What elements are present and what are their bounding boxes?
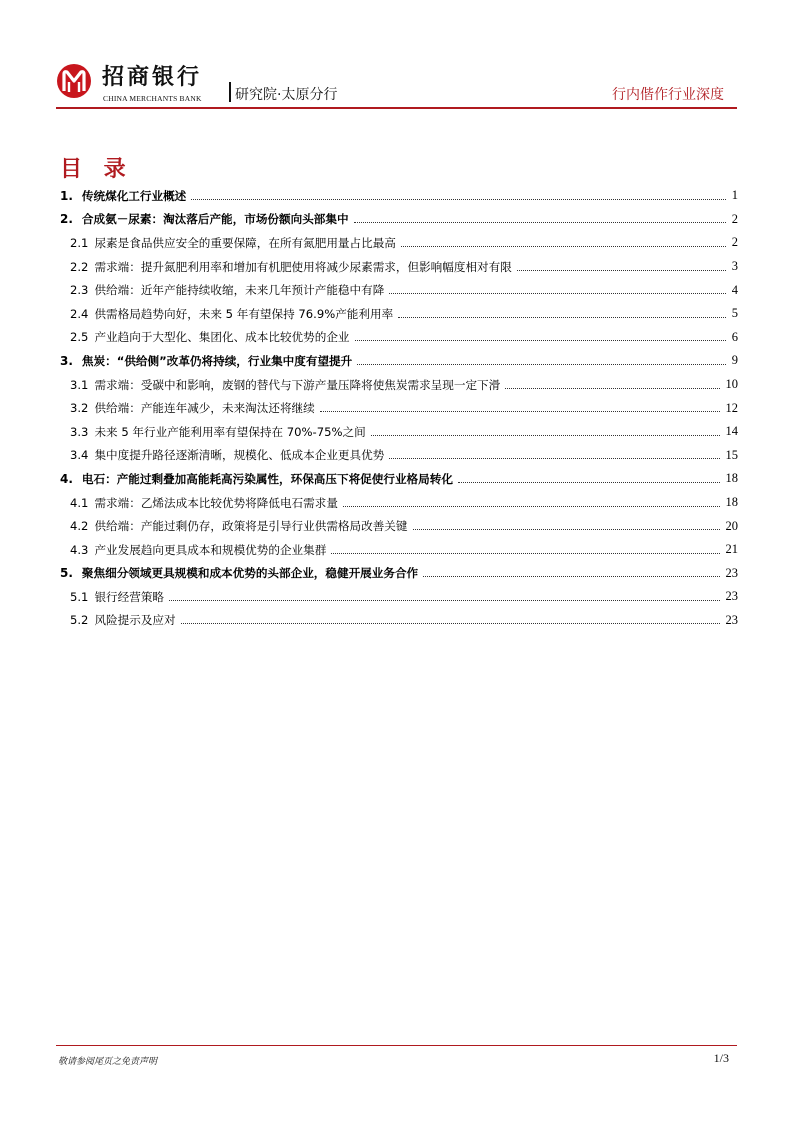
toc-entry-number: 2.1: [70, 235, 89, 250]
toc-entry-chapter[interactable]: [60, 184, 738, 208]
toc-entry-title: 需求端：提升氮肥利用率和增加有机肥使用将减少尿素需求，但影响幅度相对有限: [94, 259, 512, 274]
footer-disclaimer: 敬请参阅尾页之免责声明: [58, 1057, 158, 1067]
toc-entry-section[interactable]: [60, 609, 738, 633]
toc-entry-page: 12: [725, 400, 738, 415]
report-type: 行内偕作行业深度: [612, 87, 724, 103]
toc-entry-page: 4: [731, 282, 738, 297]
toc-entry-title: 银行经营策略: [94, 589, 165, 604]
brand-name-en: CHINA MERCHANTS BANK: [103, 94, 202, 103]
toc-entry-title: 尿素是食品供应安全的重要保障，在所有氮肥用量占比最高: [94, 235, 396, 250]
toc-entry-title: 焦炭：“供给侧”改革仍将持续，行业集中度有望提升: [81, 353, 353, 368]
toc-entry-number: 5.: [60, 566, 73, 581]
toc-entry-title: 供需格局趋势向好，未来 5 年有望保持 76.9%产能利用率: [94, 306, 394, 321]
branch-name: 研究院·太原分行: [235, 87, 338, 103]
toc-entry-section[interactable]: [60, 585, 738, 609]
cmb-logo-icon: [56, 62, 92, 100]
toc-entry-number: 3.4: [70, 448, 89, 463]
toc-entry-title: 聚焦细分领域更具规模和成本优势的头部企业，稳健开展业务合作: [81, 566, 419, 581]
toc-entry-chapter[interactable]: [60, 562, 738, 586]
toc-entry-section[interactable]: [60, 326, 738, 350]
toc-leader-dots: [517, 269, 726, 271]
toc-entry-page: 5: [731, 306, 738, 321]
toc-entry-section[interactable]: [60, 444, 738, 468]
toc-entry-number: 4.1: [70, 495, 89, 510]
toc-entry-number: 4.2: [70, 519, 89, 534]
toc-entry-page: 3: [731, 259, 738, 274]
toc-leader-dots: [423, 575, 719, 577]
toc-entry-page: 23: [725, 565, 738, 580]
brand-name: 招商银行: [102, 64, 203, 90]
toc-entry-title: 供给端：近年产能持续收缩，未来几年预计产能稳中有降: [94, 283, 385, 298]
toc-entry-title: 合成氨－尿素：淘汰落后产能，市场份额向头部集中: [81, 212, 349, 227]
toc-entry-number: 5.2: [70, 613, 89, 628]
toc-entry-page: 21: [725, 542, 738, 557]
toc-entry-number: 2.3: [70, 283, 89, 298]
toc-entry-number: 4.3: [70, 542, 89, 557]
toc-entry-number: 3.: [60, 353, 73, 368]
toc-title: 目 录: [60, 157, 133, 182]
toc-entry-number: 3.1: [70, 377, 89, 392]
toc-entry-section[interactable]: [60, 491, 738, 515]
toc-entry-number: 4.: [60, 471, 73, 486]
toc-entry-chapter[interactable]: [60, 208, 738, 232]
footer-rule: [56, 1045, 737, 1046]
toc-entry-number: 2.: [60, 212, 73, 227]
toc-entry-number: 2.5: [70, 330, 89, 345]
toc-entry-title: 未来 5 年行业产能利用率有望保持在 70%-75%之间: [94, 424, 366, 439]
toc-entry-title: 供给端：产能连年减少，未来淘汰还将继续: [94, 401, 315, 416]
toc-entry-page: 6: [731, 329, 738, 344]
toc-leader-dots: [371, 434, 720, 436]
toc-entry-number: 3.2: [70, 401, 89, 416]
toc-entry-section[interactable]: [60, 396, 738, 420]
header-rule: [56, 107, 737, 109]
toc-entry-section[interactable]: [60, 278, 738, 302]
toc-entry-page: 23: [725, 612, 738, 627]
toc-leader-dots: [320, 410, 720, 412]
toc-entry-number: 1.: [60, 188, 73, 203]
toc-entry-page: 18: [725, 471, 738, 486]
toc-entry-section[interactable]: [60, 514, 738, 538]
toc-entry-title: 产业趋向于大型化、集团化、成本比较优势的企业: [94, 330, 350, 345]
toc-entry-title: 电石：产能过剩叠加高能耗高污染属性，环保高压下将促使行业格局转化: [81, 471, 453, 486]
toc-entry-number: 5.1: [70, 589, 89, 604]
toc-entry-title: 集中度提升路径逐渐清晰，规模化、低成本企业更具优势: [94, 448, 385, 463]
toc-entry-number: 3.3: [70, 424, 89, 439]
page-header: [0, 0, 793, 112]
toc-leader-dots: [343, 505, 720, 507]
toc-entry-page: 15: [725, 447, 738, 462]
toc-leader-dots: [357, 363, 726, 365]
toc-entry-page: 2: [731, 235, 738, 250]
toc-leader-dots: [355, 339, 726, 341]
toc-entry-page: 10: [725, 377, 738, 392]
toc-entry-section[interactable]: [60, 302, 738, 326]
toc-leader-dots: [169, 599, 719, 601]
toc-leader-dots: [413, 528, 720, 530]
toc-entry-title: 风险提示及应对: [94, 613, 176, 628]
page-number: 1/3: [713, 1051, 729, 1065]
toc-entry-page: 20: [725, 518, 738, 533]
toc-entry-title: 产业发展趋向更具成本和规模优势的企业集群: [94, 542, 327, 557]
toc-leader-dots: [191, 198, 725, 200]
toc-entry-page: 2: [731, 211, 738, 226]
toc-leader-dots: [401, 245, 726, 247]
table-of-contents: [60, 184, 738, 632]
header-separator: [229, 82, 231, 102]
toc-entry-chapter[interactable]: [60, 467, 738, 491]
toc-entry-page: 1: [731, 188, 738, 203]
toc-leader-dots: [398, 316, 726, 318]
toc-entry-title: 需求端：乙烯法成本比较优势将降低电石需求量: [94, 495, 338, 510]
toc-entry-section[interactable]: [60, 538, 738, 562]
toc-entry-section[interactable]: [60, 420, 738, 444]
toc-entry-number: 2.4: [70, 306, 89, 321]
toc-leader-dots: [354, 221, 726, 223]
toc-leader-dots: [458, 481, 720, 483]
toc-entry-section[interactable]: [60, 255, 738, 279]
toc-entry-chapter[interactable]: [60, 349, 738, 373]
toc-entry-page: 9: [731, 353, 738, 368]
toc-leader-dots: [181, 622, 720, 624]
toc-leader-dots: [389, 292, 725, 294]
toc-entry-section[interactable]: [60, 373, 738, 397]
toc-entry-title: 需求端：受碳中和影响，废钢的替代与下游产量压降将使焦炭需求呈现一定下滑: [94, 377, 501, 392]
toc-entry-section[interactable]: [60, 231, 738, 255]
toc-entry-number: 2.2: [70, 259, 89, 274]
toc-entry-title: 传统煤化工行业概述: [81, 188, 187, 203]
toc-entry-page: 18: [725, 495, 738, 510]
toc-entry-title: 供给端：产能过剩仍存，政策将是引导行业供需格局改善关键: [94, 519, 408, 534]
toc-leader-dots: [389, 457, 719, 459]
toc-leader-dots: [331, 552, 719, 554]
toc-entry-page: 14: [725, 424, 738, 439]
toc-leader-dots: [505, 387, 719, 389]
toc-entry-page: 23: [725, 589, 738, 604]
